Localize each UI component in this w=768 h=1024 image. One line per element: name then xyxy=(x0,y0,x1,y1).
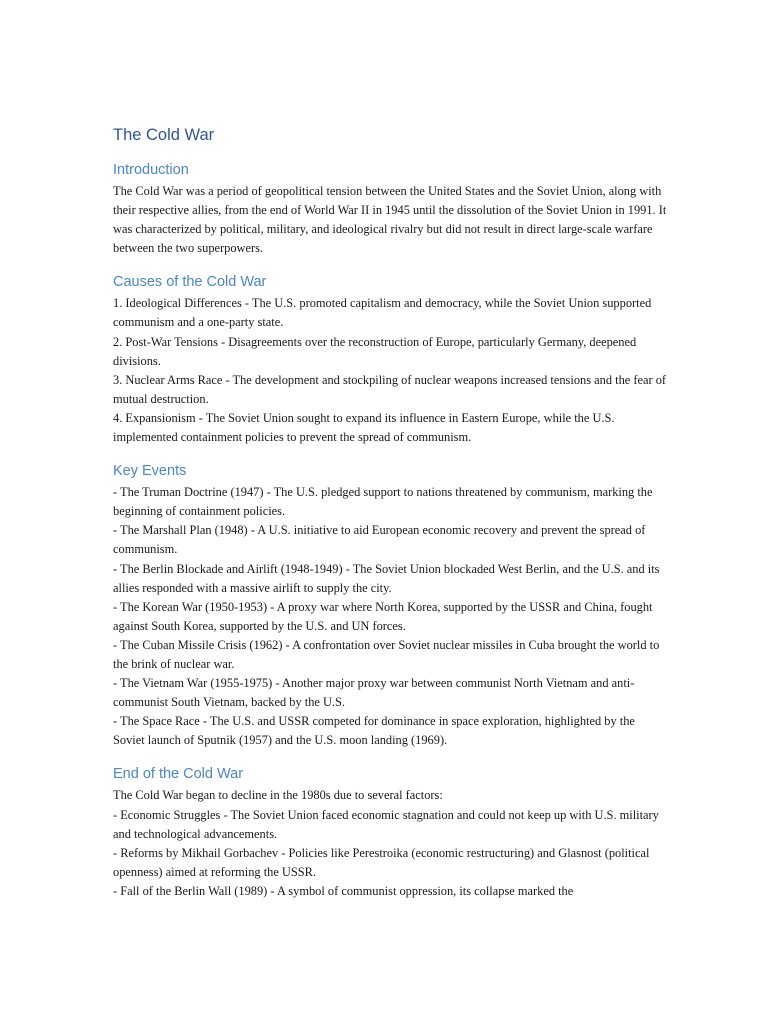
list-item: - The Vietnam War (1955-1975) - Another major proxy war between communist North Vietnam and anti-communist South Vietnam, backed by the U.S. xyxy=(113,676,635,710)
list-item: 4. Expansionism - The Soviet Union sought to expand its influence in Eastern Europe, while the U.S. implemented containment policies to prevent the spread of communism. xyxy=(113,410,615,445)
list-item: - Economic Struggles - The Soviet Union faced economic stagnation and could not keep up with U.S. military and technological advancements. xyxy=(113,807,659,841)
list-item: - The Truman Doctrine (1947) - The U.S. pledged support to nations threatened by communism, marking the beginning of containment policies. xyxy=(113,485,653,519)
section-heading: Causes of the Cold War xyxy=(113,274,267,291)
list-item: 1. Ideological Differences - The U.S. promoted capitalism and democracy, while the Soviet Union supported communism and a one-party state. xyxy=(113,296,652,330)
section-end xyxy=(113,764,668,901)
list-item: - Fall of the Berlin Wall (1989) - A symbol of communist oppression, its collapse marked the xyxy=(113,883,574,898)
list-item: - The Berlin Blockade and Airlift (1948-1949) - The Soviet Union blockaded West Berlin, and the U.S. and its allies responded with a massive airlift to supply the city. xyxy=(113,561,660,595)
section-heading: Introduction xyxy=(113,162,189,178)
list-item: - The Marshall Plan (1948) - A U.S. initiative to aid European economic recovery and prevent the spread of communism. xyxy=(113,523,646,557)
list-item: - The Space Race - The U.S. and USSR competed for dominance in space exploration, highlighted by the Soviet launch of Sputnik (1957) and the U.S. moon landing (1969). xyxy=(113,714,635,748)
section-key-events xyxy=(113,461,668,750)
document-title: The Cold War xyxy=(113,126,215,144)
paragraph: The Cold War was a period of geopolitical tension between the United States and the Soviet Union, along with their respective allies, from the end of World War II in 1945 until the dissolution of the Soviet Union in 1991. It was characterized by political, military, and ideological rivalry but did not result in direct large-scale warfare between the two superpowers. xyxy=(113,184,667,256)
section-heading: End of the Cold War xyxy=(113,766,244,783)
section-heading: Key Events xyxy=(113,463,187,480)
paragraph: The Cold War began to decline in the 1980s due to several factors: xyxy=(113,788,443,803)
section-introduction xyxy=(113,160,668,258)
list-item: - The Korean War (1950-1953) - A proxy war where North Korea, supported by the USSR and China, fought against South Korea, supported by the U.S. and UN forces. xyxy=(113,599,653,633)
list-item: 3. Nuclear Arms Race - The development and stockpiling of nuclear weapons increased tensions and the fear of mutual destruction. xyxy=(113,372,667,406)
list-item: - Reforms by Mikhail Gorbachev - Policies like Perestroika (economic restructuring) and Glasnost (political openness) aimed at reforming the USSR. xyxy=(113,845,650,879)
list-item: - The Cuban Missile Crisis (1962) - A confrontation over Soviet nuclear missiles in Cuba brought the world to the brink of nuclear war. xyxy=(113,637,660,671)
list-item: 2. Post-War Tensions - Disagreements over the reconstruction of Europe, particularly Germany, deepened divisions. xyxy=(113,334,637,368)
section-causes xyxy=(113,272,668,447)
